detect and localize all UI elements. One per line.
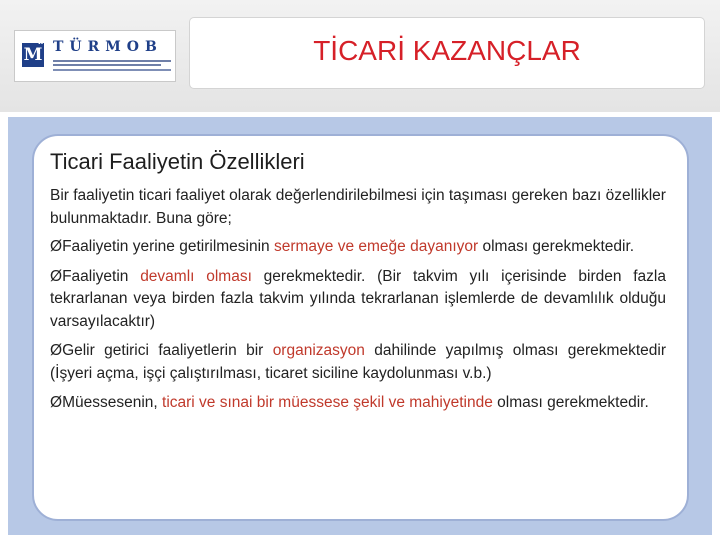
logo-mark-icon: M R [23, 39, 43, 65]
highlighted-text: devamlı olması [140, 267, 252, 285]
bullet-item: ØFaaliyetin yerine getirilmesinin sermaye ve emeğe dayanıyor olması gerekmektedir. [50, 238, 635, 255]
highlighted-text: ticari ve sınai bir müessese şekil ve mahiyetinde [162, 394, 493, 411]
logo-subtitle-line [53, 64, 161, 66]
highlighted-text: organizasyon [272, 342, 365, 359]
turmob-logo [14, 30, 176, 82]
bullet-item: ØMüessesenin, ticari ve sınai bir müessese şekil ve mahiyetinde olması gerekmektedir. [50, 394, 649, 411]
content-body [50, 148, 666, 422]
bullet-item: ØFaaliyetin devamlı olması gerekmektedir. (Bir takvim yılı içerisinde birden fazla tekrarlanan veya birden fazla takvim yılında tekrarlanan işlemlerde de devamlılık olduğu varsayılacaktır) [50, 267, 666, 330]
bullet-item: ØGelir getirici faaliyetlerin bir organizasyon dahilinde yapılmış olması gerekmektedir (İşyeri açma, işçi çalıştırılması, ticaret siciline kaydolunması v.b.) [50, 342, 666, 382]
title-box [190, 18, 704, 88]
highlighted-text: sermaye ve emeğe dayanıyor [273, 238, 479, 255]
bullet-arrow-icon: Ø [50, 342, 63, 359]
header-bar [0, 0, 720, 112]
logo-subtitle-line [53, 60, 171, 62]
logo-subtitle-line [53, 69, 171, 71]
section-title: Ticari Faaliyetin Özellikleri [50, 149, 305, 174]
bullet-arrow-icon: Ø [50, 238, 63, 255]
bullet-arrow-icon: Ø [50, 267, 63, 285]
bullet-arrow-icon: Ø [50, 394, 63, 411]
intro-paragraph: Bir faaliyetin ticari faaliyet olarak değerlendirilebilmesi için taşıması gereken bazı özellikler bulunmaktadır. Buna göre; [50, 187, 666, 227]
logo-name: TÜRMOB [53, 39, 163, 55]
page-title: TİCARİ KAZANÇLAR [313, 35, 581, 66]
